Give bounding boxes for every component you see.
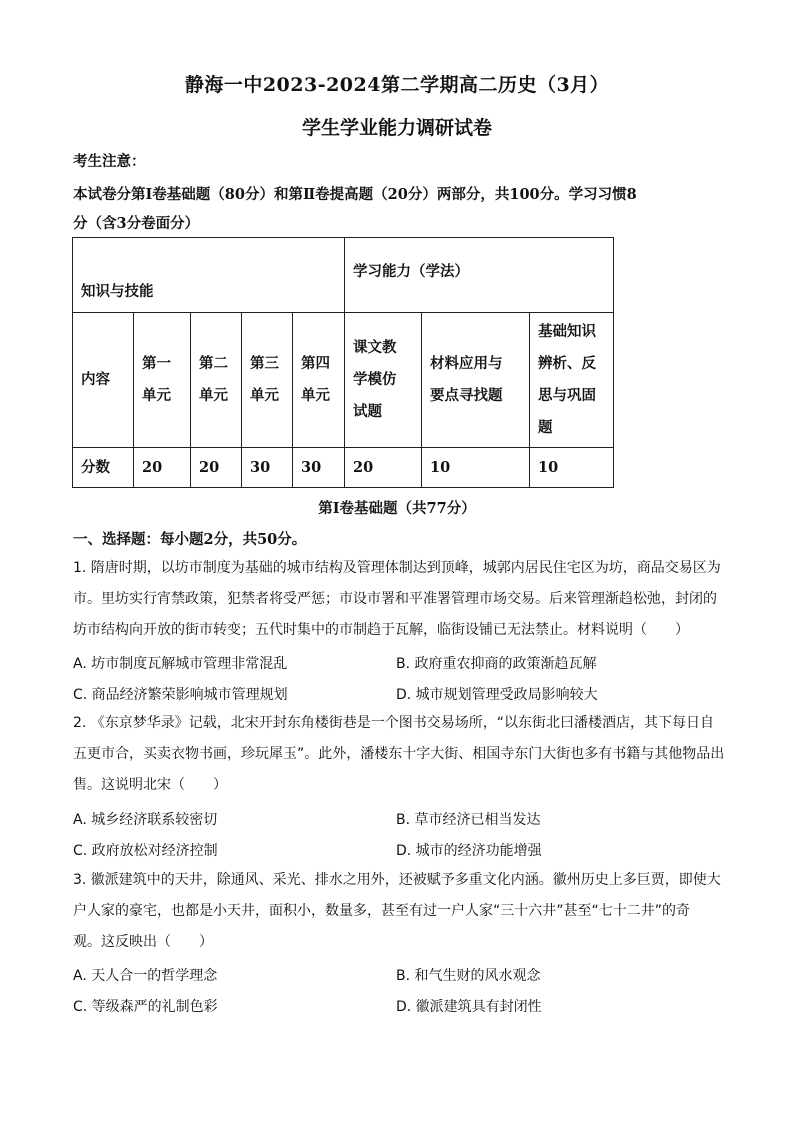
notice-heading: 考生注意：	[73, 153, 146, 170]
score-table-group-knowledge: 知识与技能	[73, 238, 345, 313]
score-table-col-header: 第三 单元	[242, 313, 293, 448]
score-table-score-label: 分数	[73, 448, 134, 488]
notice-line-2: 分（含3分卷面分）	[73, 215, 200, 232]
score-cell: 20	[345, 448, 422, 488]
score-cell: 20	[191, 448, 242, 488]
score-cell: 10	[422, 448, 530, 488]
question-2-stem: 2. 《东京梦华录》记载，北宋开封东角楼街巷是一个图书交易场所，“以东街北曰潘楼酒店，其下每日自 五更市合，买卖衣物书画，珍玩犀玉”。此外，潘楼东十字大街、相国寺东门大街也多有书籍与其他物品出 售。这说明北宋（ ）	[73, 715, 725, 793]
question-1-option-b[interactable]: B. 政府重农抑商的政策渐趋瓦解	[396, 656, 597, 672]
score-cell: 10	[530, 448, 614, 488]
score-table	[72, 237, 614, 488]
score-table-col-header: 第二 单元	[191, 313, 242, 448]
score-table-col-header: 材料应用与 要点寻找题	[422, 313, 530, 448]
question-3-option-d[interactable]: D. 徽派建筑具有封闭性	[396, 999, 542, 1015]
notice-line-1: 本试卷分第Ⅰ卷基础题（80分）和第Ⅱ卷提高题（20分）两部分，共100分。学习习惯8	[73, 186, 637, 203]
score-table-row-header: 内容	[73, 313, 134, 448]
score-table-col-header: 课文教 学模仿 试题	[345, 313, 422, 448]
question-1-option-c[interactable]: C. 商品经济繁荣影响城市管理规划	[73, 687, 288, 703]
question-3-option-b[interactable]: B. 和气生财的风水观念	[396, 968, 541, 984]
part-heading: 一、选择题：每小题2分，共50分。	[73, 531, 307, 548]
exam-title: 静海一中2023-2024第二学期高二历史（3月）	[184, 74, 610, 96]
score-table-score-row	[73, 448, 614, 488]
question-2-option-a[interactable]: A. 城乡经济联系较密切	[73, 812, 218, 828]
question-1-stem: 1. 隋唐时期，以坊市制度为基础的城市结构及管理体制达到顶峰，城郭内居民住宅区为坊，商品交易区为 市。里坊实行宵禁政策，犯禁者将受严惩；市设市署和平准署管理市场交易。后来管理渐趋松弛，封闭的 坊市结构向开放的街市转变；五代时集中的市制趋于瓦解，临街设铺已无法禁止。材料说明（ ）	[73, 560, 721, 638]
section-title: 第Ⅰ卷基础题（共77分）	[318, 500, 476, 517]
score-table-group-ability: 学习能力（学法）	[345, 238, 614, 313]
score-cell: 20	[134, 448, 191, 488]
question-3-stem: 3. 徽派建筑中的天井，除通风、采光、排水之用外，还被赋予多重文化内涵。徽州历史上多巨贾，即使大 户人家的豪宅，也都是小天井，面积小，数量多，甚至有过一户人家“三十六井”甚至“七十二井”的奇 观。这反映出（ ）	[73, 872, 721, 950]
question-1-option-a[interactable]: A. 坊市制度瓦解城市管理非常混乱	[73, 656, 288, 672]
score-cell: 30	[293, 448, 345, 488]
exam-subtitle: 学生学业能力调研试卷	[301, 117, 492, 139]
score-table-col-header: 第一 单元	[134, 313, 191, 448]
question-3-option-c[interactable]: C. 等级森严的礼制色彩	[73, 999, 218, 1015]
score-table-header-row	[73, 313, 614, 448]
question-2-option-c[interactable]: C. 政府放松对经济控制	[73, 843, 218, 859]
question-2-option-b[interactable]: B. 草市经济已相当发达	[396, 812, 541, 828]
score-table-col-header: 基础知识 辨析、反 思与巩固 题	[530, 313, 614, 448]
score-table-col-header: 第四 单元	[293, 313, 345, 448]
question-2-option-d[interactable]: D. 城市的经济功能增强	[396, 843, 542, 859]
question-1-option-d[interactable]: D. 城市规划管理受政局影响较大	[396, 687, 598, 703]
question-3-option-a[interactable]: A. 天人合一的哲学理念	[73, 968, 218, 984]
score-cell: 30	[242, 448, 293, 488]
